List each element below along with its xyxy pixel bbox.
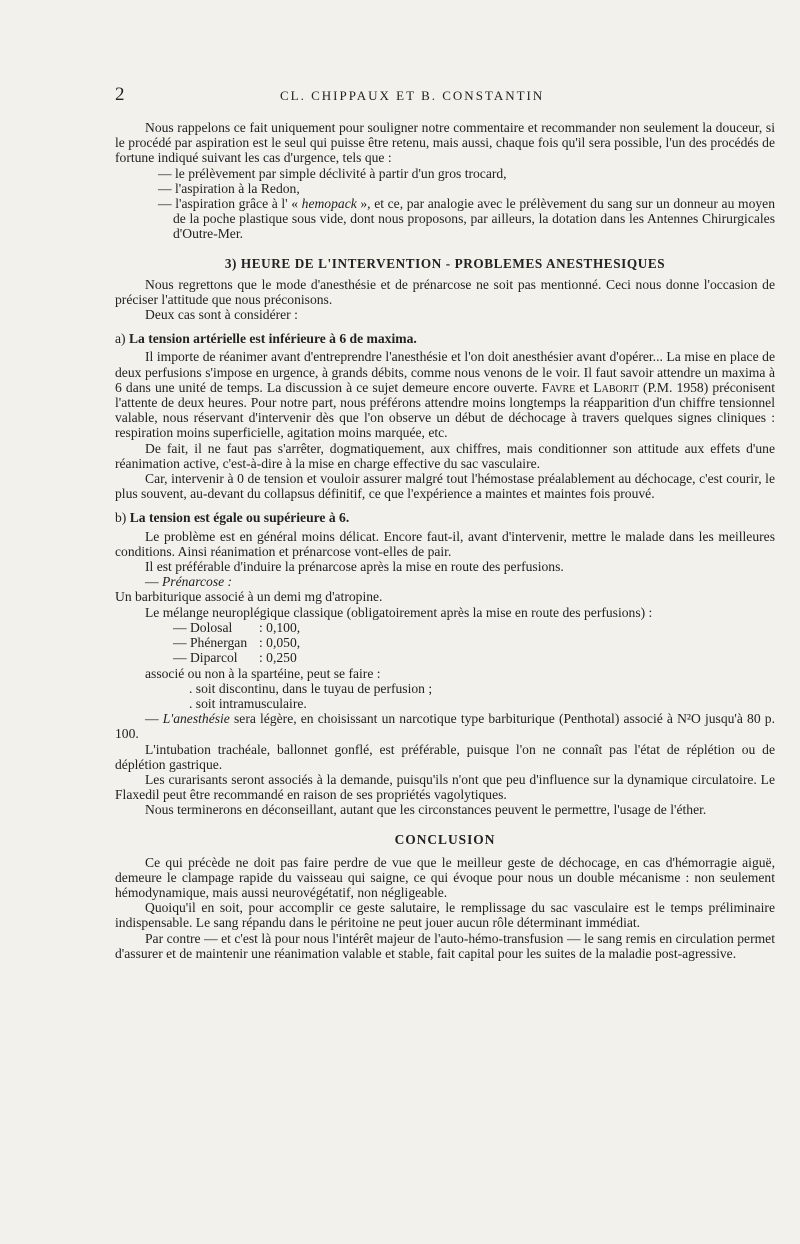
conclusion-title: CONCLUSION	[394, 831, 496, 847]
text: Il importe de réanimer avant d'entreprendre l'anesthésie et l'on doit anesthésier avant d'opérer... La mise en place de deux perfusions s'impose en urgence, à grands débits, comme nous venons de le voir. Il faut savoir attendre un maxima à 6 dans une unité de temps. La discussion à ce sujet demeure encore ouverte.	[115, 349, 775, 395]
paragraph: Nous regrettons que le mode d'anesthésie et de prénarcose ne soit pas mentionné. Ceci nous donne l'occasion de préciser l'attitude que nous préconisons.	[115, 276, 775, 307]
paragraph: associé ou non à la spartéine, peut se faire :	[145, 665, 381, 681]
hemopack-term: hemopack	[301, 196, 357, 212]
text: sera légère, en choisissant un narcotique type barbiturique (Penthotal) associé à N²O jusqu'à 80 p. 100.	[115, 711, 775, 742]
drug-name: — Phénergan	[173, 635, 248, 651]
paragraph: Ce qui précède ne doit pas faire perdre de vue que le meilleur geste de déchocage, en cas d'hémorragie aiguë, demeure le clampage rapide du vaisseau qui saigne, ce qui évoque pour nous un double mécanisme : non seulement hémodynamique, mais aussi neurovégétatif, non négligeable.	[115, 854, 775, 900]
dose-row	[115, 650, 775, 665]
intro-dash-item: — le prélèvement par simple déclivité à partir d'un gros trocard,	[158, 165, 507, 181]
paragraph: Nous terminerons en déconseillant, autant que les circonstances peuvent le permettre, l'usage de l'éther.	[145, 802, 707, 818]
author-name: Favre	[541, 379, 576, 395]
premedication-label	[115, 574, 775, 589]
subsection-title: La tension artérielle est inférieure à 6 de maxima.	[128, 331, 417, 347]
italic-label: L'anesthésie	[162, 711, 230, 727]
intro-dash-item: — l'aspiration à la Redon,	[158, 180, 300, 196]
paragraph: De fait, il ne faut pas s'arrêter, dogmatiquement, aux chiffres, mais conditionner son attitude aux effets d'une réanimation active, c'est-à-dire à la mise en charge effective du sac vasculaire.	[115, 440, 775, 471]
paragraph	[115, 349, 775, 440]
anesthesia-paragraph	[115, 711, 775, 741]
subsection-label: b)	[115, 510, 130, 526]
document-page	[115, 84, 775, 961]
subsection-title: La tension est égale ou supérieure à 6.	[129, 510, 350, 526]
bullet-item: . soit discontinu, dans le tuyau de perfusion ;	[189, 680, 433, 696]
bullet-item: . soit intramusculaire.	[189, 695, 307, 711]
paragraph: Quoiqu'il en soit, pour accomplir ce geste salutaire, le remplissage du sac vasculaire est le temps préliminaire indispensable. Le sang répandu dans le péritoine ne peut jouer aucun rôle déterminant immédiat.	[115, 900, 775, 931]
paragraph: Un barbiturique associé à un demi mg d'atropine.	[115, 589, 383, 605]
intro-dash-item	[115, 196, 775, 242]
paragraph: Car, intervenir à 0 de tension et vouloir assurer malgré tout l'hémostase préalablement au déchocage, c'est courir, le plus souvent, au-devant du collapsus définitif, ce que l'expérience a maintes et maintes fois prouvé.	[115, 471, 775, 502]
paragraph: L'intubation trachéale, ballonnet gonflé, est préférable, puisque l'on ne connaît pas l'état de réplétion ou de déplétion gastrique.	[115, 741, 775, 772]
paragraph: Le problème est en général moins délicat. Encore faut-il, avant d'intervenir, mettre le malade dans les meilleures conditions. Ainsi réanimation et prénarcose vont-elles de pair.	[115, 528, 775, 559]
dash: —	[145, 711, 163, 727]
dose-row	[115, 620, 775, 635]
section-title: 3) HEURE DE L'INTERVENTION - PROBLEMES ANESTHESIQUES	[224, 255, 666, 271]
drug-dose: : 0,050,	[259, 635, 301, 651]
dash: —	[145, 574, 162, 590]
dash-text: », et ce, par analogie avec le prélèvement du sang sur un donneur au moyen de la poche plastique sous vide, dont nous proposons, par ailleurs, la dotation dans les Antennes Chirurgicales d'Outre-Mer.	[173, 196, 775, 242]
text: (P.M. 1958) préconisent l'attente de deux heures. Pour notre part, nous préférons attendre moins longtemps la réapparition d'un chiffre tensionnel valable, nous réservant d'intervenir dès que l'on observe un début de déchocage à travers quelques signes cliniques : respiration moins superficielle, agitation moins marquée, etc.	[115, 379, 776, 441]
dash-text: — l'aspiration grâce à l' «	[158, 196, 302, 212]
paragraph: Par contre — et c'est là pour nous l'intérêt majeur de l'auto-hémo-transfusion — le sang remis en circulation permet d'assurer et de maintenir une réanimation valable et stable, fait capital pour les suites de la maladie post-agressive.	[115, 930, 775, 961]
running-head: CL. CHIPPAUX ET B. CONSTANTIN	[280, 88, 545, 103]
subsection-b-heading	[115, 510, 775, 525]
paragraph: Deux cas sont à considérer :	[145, 307, 298, 323]
dose-row	[115, 635, 775, 650]
subsection-a-heading	[115, 331, 775, 346]
page-header	[115, 84, 775, 106]
drug-dose: : 0,100,	[259, 619, 301, 635]
author-name: Laborit	[593, 379, 639, 395]
italic-label: Prénarcose :	[162, 574, 233, 590]
page-number: 2	[115, 84, 125, 105]
paragraph: Le mélange neuroplégique classique (obligatoirement après la mise en route des perfusions) :	[145, 604, 653, 620]
drug-name: — Diparcol	[173, 650, 238, 666]
subsection-label: a)	[115, 331, 129, 347]
paragraph: Les curarisants seront associés à la demande, puisqu'ils n'ont que peu d'influence sur la dynamique circulatoire. Le Flaxedil peut être recommandé en raison de ses propriétés vagolytiques.	[115, 771, 775, 803]
intro-paragraph: Nous rappelons ce fait uniquement pour souligner notre commentaire et recommander non seulement la douceur, si le procédé par aspiration est le seul qui puisse être retenu, mais aussi, chaque fois qu'il sera possible, l'un des procédés de fortune indiqué suivant les cas d'urgence, tels que :	[115, 120, 775, 166]
paragraph: Il est préférable d'induire la prénarcose après la mise en route des perfusions.	[145, 559, 564, 575]
drug-name: — Dolosal	[173, 619, 233, 635]
drug-dose: : 0,250	[259, 650, 297, 666]
text: et	[575, 379, 594, 395]
